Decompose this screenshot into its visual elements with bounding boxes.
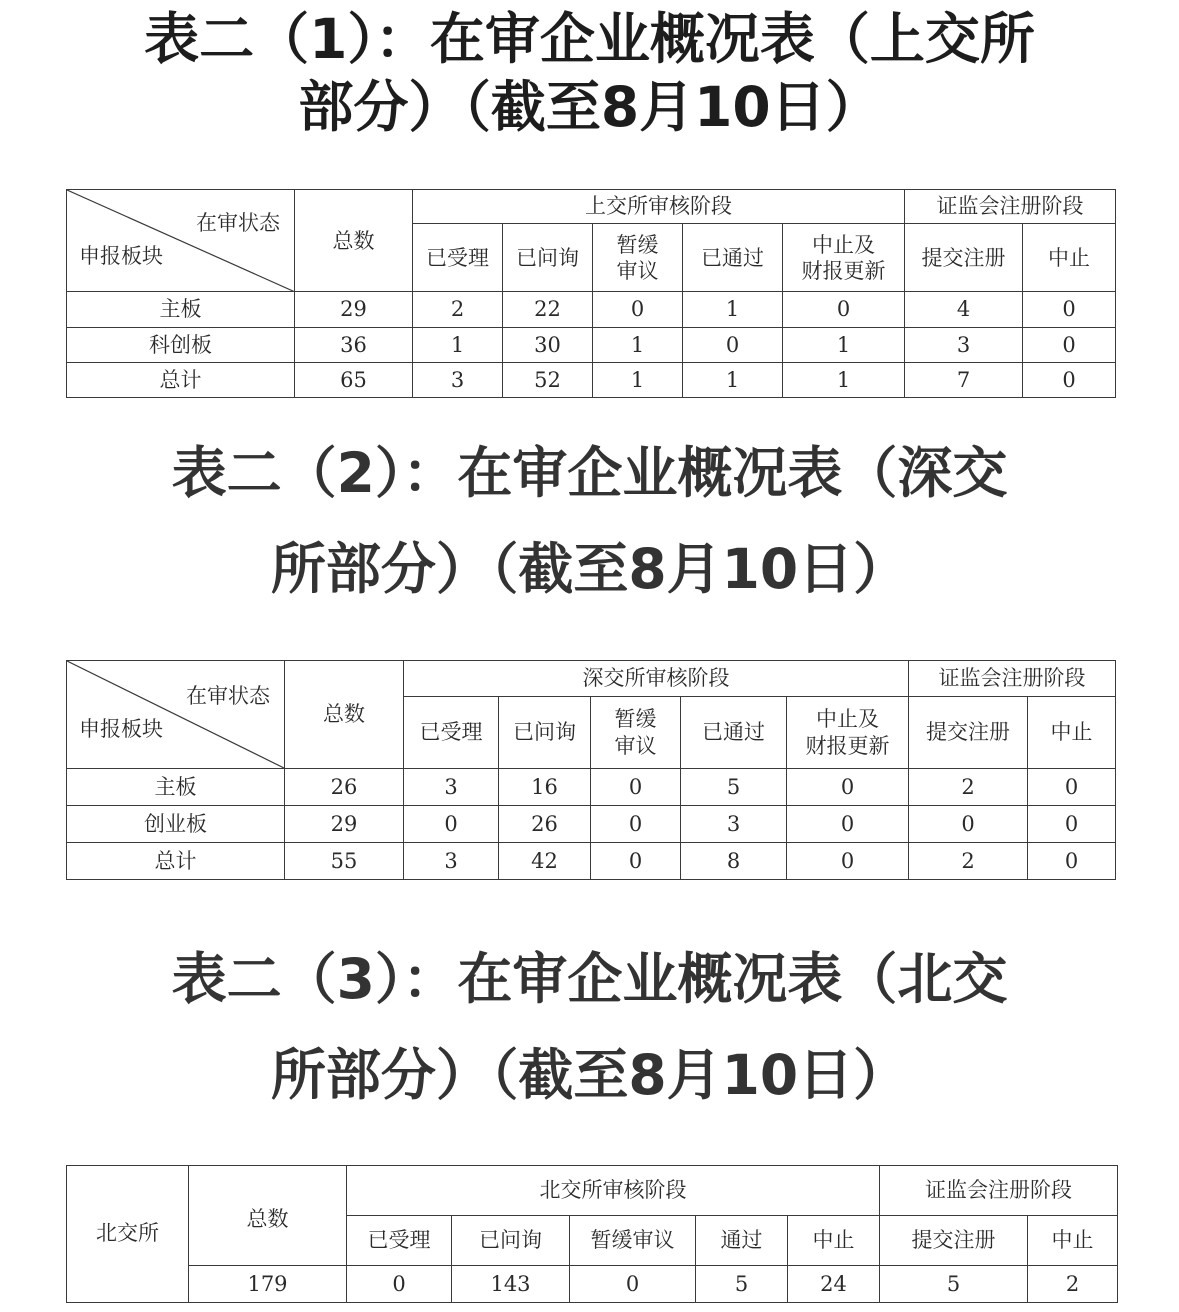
- halted-review-cell: 24: [788, 1266, 880, 1303]
- table3-title: [0, 946, 1179, 1108]
- halted-cell: 0: [1028, 843, 1116, 880]
- deferred-cell: 0: [591, 843, 681, 880]
- inquired-header: 已问询: [452, 1216, 570, 1266]
- table3-bse: [66, 1165, 1118, 1303]
- submitted-cell: 2: [909, 769, 1028, 806]
- board-name: 科创板: [67, 327, 295, 362]
- board-label: 申报板块: [79, 716, 163, 741]
- deferred-header-line2: 审议: [616, 258, 659, 283]
- exchange-review-header: 北交所审核阶段: [347, 1166, 880, 1216]
- table-row: [67, 843, 1116, 880]
- table2-title: [0, 440, 1179, 602]
- accepted-header: 已受理: [347, 1216, 452, 1266]
- table2-title-line2: 所部分）（截至8月10日）: [270, 537, 909, 601]
- suspended-header-line2: 财报更新: [805, 733, 890, 758]
- passed-cell: 5: [681, 769, 787, 806]
- passed-cell: 8: [681, 843, 787, 880]
- table3-title-line2: 所部分）（截至8月10日）: [270, 1043, 909, 1107]
- accepted-cell: 1: [413, 327, 503, 362]
- suspended-cell: 0: [787, 769, 909, 806]
- diagonal-line: [67, 190, 294, 291]
- table1-title-line2: 部分）（截至8月10日）: [298, 75, 881, 139]
- deferred-header-line1: 暂缓: [616, 232, 659, 257]
- halted-review-header: 中止: [788, 1216, 880, 1266]
- total-cell: 36: [295, 327, 413, 362]
- deferred-cell: 0: [593, 292, 683, 327]
- board-name: 主板: [67, 292, 295, 327]
- table-row: [67, 362, 1116, 397]
- table-row: [67, 769, 1116, 806]
- deferred-cell: 1: [593, 362, 683, 397]
- passed-header: 已通过: [681, 697, 787, 769]
- submitted-header: 提交注册: [909, 697, 1028, 769]
- deferred-cell: 0: [570, 1266, 696, 1303]
- submitted-header: 提交注册: [880, 1216, 1028, 1266]
- inquired-cell: 30: [503, 327, 593, 362]
- submitted-cell: 3: [905, 327, 1023, 362]
- board-name: 总计: [67, 843, 285, 880]
- inquired-cell: 22: [503, 292, 593, 327]
- table1-title: [0, 6, 1179, 140]
- suspended-header: [787, 697, 909, 769]
- board-label: 申报板块: [79, 244, 163, 269]
- inquired-cell: 143: [452, 1266, 570, 1303]
- deferred-header-line2: 审议: [614, 733, 657, 758]
- halted-header: 中止: [1028, 697, 1116, 769]
- deferred-cell: 0: [591, 769, 681, 806]
- table3-title-line1: 表二（3）：在审企业概况表（北交: [171, 947, 1008, 1011]
- table1-diagonal-header: [67, 190, 295, 292]
- status-label: 在审状态: [196, 211, 280, 235]
- deferred-header-line1: 暂缓: [614, 707, 657, 732]
- accepted-cell: 2: [413, 292, 503, 327]
- exchange-label: 北交所: [67, 1166, 189, 1303]
- board-name: 创业板: [67, 806, 285, 843]
- submitted-cell: 5: [880, 1266, 1028, 1303]
- inquired-cell: 42: [499, 843, 591, 880]
- table2-szse: [66, 660, 1116, 880]
- deferred-header: [591, 697, 681, 769]
- suspended-header-line2: 财报更新: [801, 258, 886, 283]
- deferred-cell: 0: [591, 806, 681, 843]
- accepted-cell: 3: [413, 362, 503, 397]
- total-cell: 179: [189, 1266, 347, 1303]
- passed-cell: 1: [683, 292, 783, 327]
- passed-cell: 0: [683, 327, 783, 362]
- submitted-cell: 7: [905, 362, 1023, 397]
- submitted-cell: 2: [909, 843, 1028, 880]
- csrc-registration-header: 证监会注册阶段: [905, 190, 1116, 224]
- accepted-cell: 3: [404, 769, 499, 806]
- accepted-cell: 0: [347, 1266, 452, 1303]
- csrc-registration-header: 证监会注册阶段: [909, 661, 1116, 697]
- suspended-cell: 1: [783, 327, 905, 362]
- table-row: [67, 292, 1116, 327]
- total-header: 总数: [285, 661, 404, 769]
- deferred-cell: 1: [593, 327, 683, 362]
- total-header: 总数: [295, 190, 413, 292]
- halted-cell: 0: [1023, 327, 1116, 362]
- diagonal-line: [67, 661, 284, 768]
- halted-cell: 2: [1028, 1266, 1118, 1303]
- board-name: 总计: [67, 362, 295, 397]
- status-label: 在审状态: [186, 684, 270, 708]
- total-header: 总数: [189, 1166, 347, 1266]
- suspended-cell: 0: [783, 292, 905, 327]
- suspended-header: [783, 224, 905, 292]
- total-cell: 29: [285, 806, 404, 843]
- accepted-header: 已受理: [404, 697, 499, 769]
- total-cell: 55: [285, 843, 404, 880]
- deferred-header: 暂缓审议: [570, 1216, 696, 1266]
- inquired-cell: 26: [499, 806, 591, 843]
- total-cell: 65: [295, 362, 413, 397]
- passed-header: 通过: [696, 1216, 788, 1266]
- suspended-cell: 0: [787, 806, 909, 843]
- accepted-header: 已受理: [413, 224, 503, 292]
- passed-header: 已通过: [683, 224, 783, 292]
- table-row: [67, 806, 1116, 843]
- passed-cell: 5: [696, 1266, 788, 1303]
- halted-cell: 0: [1023, 362, 1116, 397]
- total-cell: 29: [295, 292, 413, 327]
- passed-cell: 3: [681, 806, 787, 843]
- exchange-review-header: 上交所审核阶段: [413, 190, 905, 224]
- accepted-cell: 3: [404, 843, 499, 880]
- inquired-cell: 16: [499, 769, 591, 806]
- table1-title-line1: 表二（1）：在审企业概况表（上交所: [144, 7, 1035, 71]
- suspended-header-line1: 中止及: [812, 232, 876, 257]
- exchange-review-header: 深交所审核阶段: [404, 661, 909, 697]
- submitted-header: 提交注册: [905, 224, 1023, 292]
- submitted-cell: 0: [909, 806, 1028, 843]
- inquired-header: 已问询: [503, 224, 593, 292]
- csrc-registration-header: 证监会注册阶段: [880, 1166, 1118, 1216]
- accepted-cell: 0: [404, 806, 499, 843]
- submitted-cell: 4: [905, 292, 1023, 327]
- board-name: 主板: [67, 769, 285, 806]
- passed-cell: 1: [683, 362, 783, 397]
- suspended-header-line1: 中止及: [816, 707, 880, 732]
- table2-diagonal-header: [67, 661, 285, 769]
- table1-sse: [66, 189, 1116, 398]
- suspended-cell: 0: [787, 843, 909, 880]
- suspended-cell: 1: [783, 362, 905, 397]
- halted-cell: 0: [1023, 292, 1116, 327]
- table2-title-line1: 表二（2）：在审企业概况表（深交: [171, 441, 1008, 505]
- deferred-header: [593, 224, 683, 292]
- inquired-header: 已问询: [499, 697, 591, 769]
- total-cell: 26: [285, 769, 404, 806]
- halted-cell: 0: [1028, 769, 1116, 806]
- inquired-cell: 52: [503, 362, 593, 397]
- halted-header: 中止: [1028, 1216, 1118, 1266]
- table-row: [67, 1266, 1118, 1303]
- halted-cell: 0: [1028, 806, 1116, 843]
- table-row: [67, 327, 1116, 362]
- halted-header: 中止: [1023, 224, 1116, 292]
